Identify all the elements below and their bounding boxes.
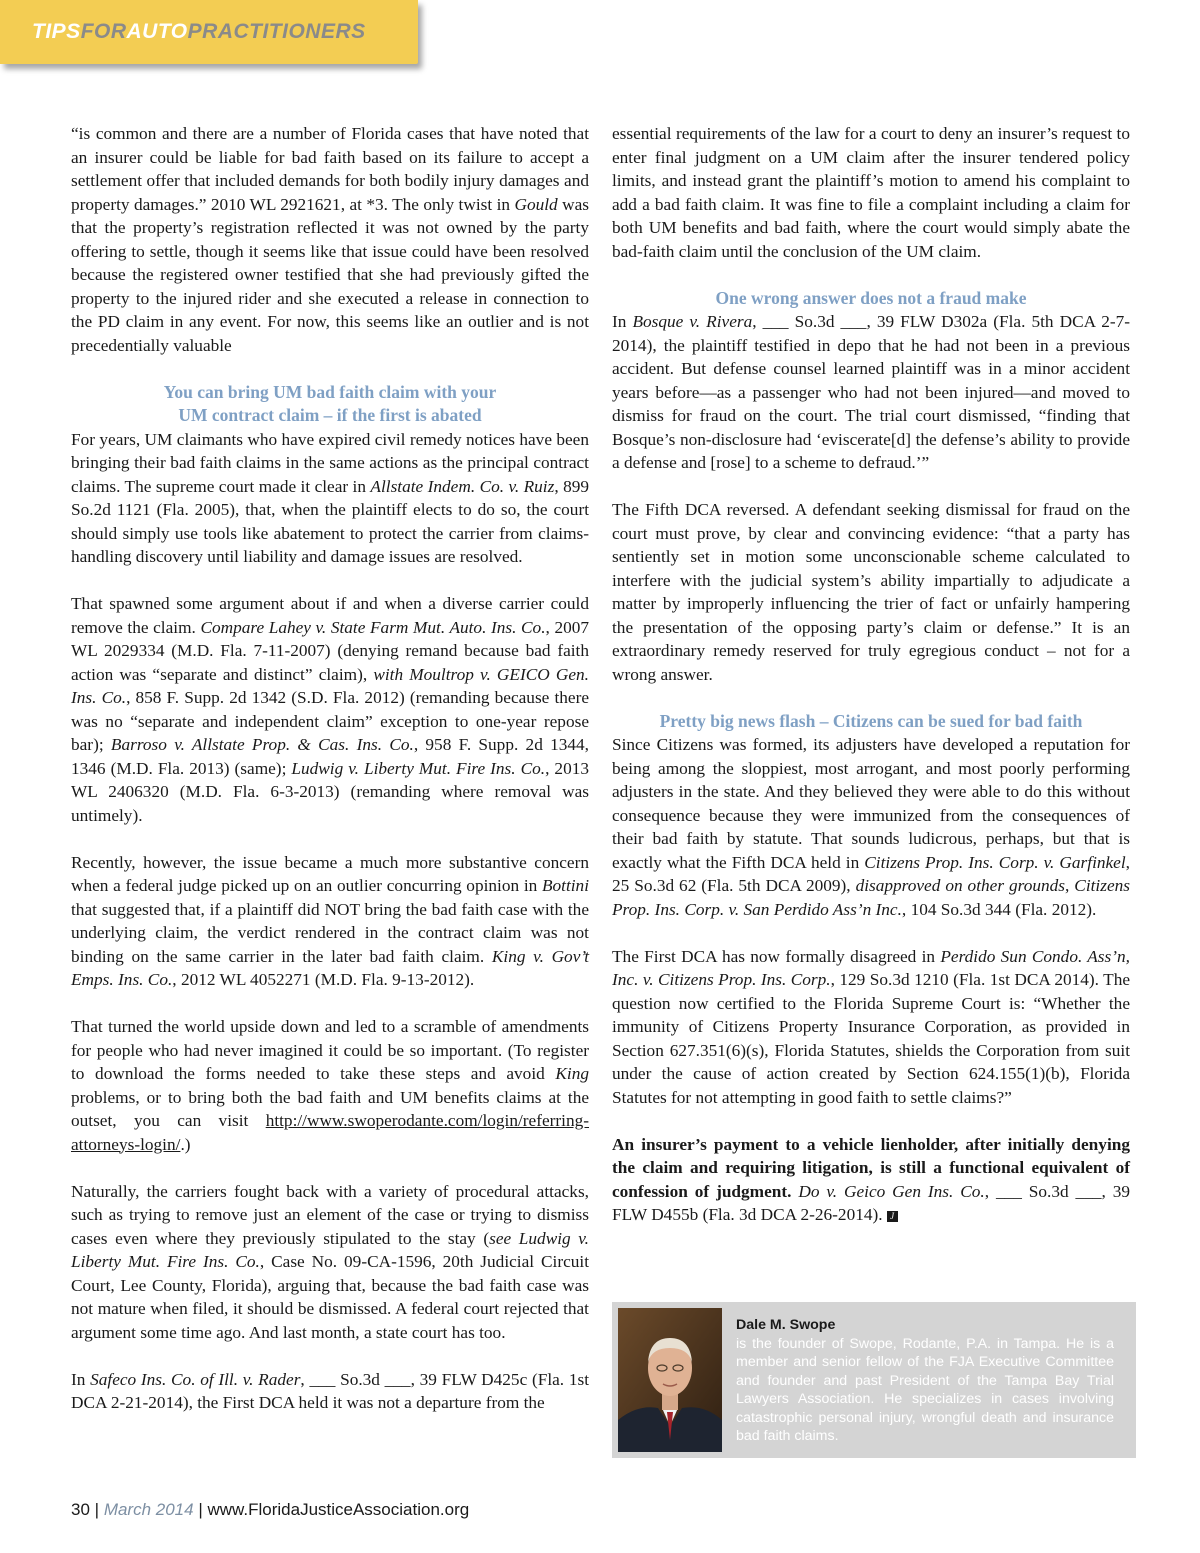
paragraph: Since Citizens was formed, its adjusters have developed a reputation for being among the sloppiest, most arrogant, and most poorly performing adjusters in the state. And they believed they were able to do this without consequence because they were immunized from the consequences of their bad faith by statute. That sounds ludicrous, perhaps, but that is exactly what the Fifth DCA held in Citizens Prop. Ins. Corp. v. Garfinkel, 25 So.3d 62 (Fla. 5th DCA 2009), disapproved on other grounds, Citizens Prop. Ins. Corp. v. San Perdido Ass’n Inc., 104 So.3d 344 (Fla. 2012). bbox=[612, 735, 1130, 919]
right-column bbox=[612, 122, 1130, 1227]
paragraph: “is common and there are a number of Florida cases that have noted that an insurer could be liable for bad faith based on its failure to accept a settlement offer that included demands for both bodily injury damages and property damages.” 2010 WL 2921621, at *3. The only twist in Gould was that the property’s registration reflected it was not owned by the party offering to settle, though it seems like that issue could have been resolved because the registered owner testified that she had previously gifted the property to the injured rider and she executed a release in connection to the PD claim in any event. For now, this seems like an outlier and is not precedentially valuable bbox=[71, 124, 589, 355]
page-footer: 30 | March 2014 | www.FloridaJusticeAssociation.org bbox=[71, 1500, 470, 1519]
paragraph: In Safeco Ins. Co. of Ill. v. Rader, ___ So.3d ___, 39 FLW D425c (Fla. 1st DCA 2-21-2014), the First DCA held it was not a departure from the bbox=[71, 1369, 589, 1412]
left-column bbox=[71, 122, 589, 1415]
paragraph: That spawned some argument about if and when a diverse carrier could remove the claim. Compare Lahey v. State Farm Mut. Auto. Ins. Co., 2007 WL 2029334 (M.D. Fla. 7-11-2007) (denying remand because bad faith action was “separate and distinct” claim), with Moultrop v. GEICO Gen. Ins. Co., 858 F. Supp. 2d 1342 (S.D. Fla. 2012) (remanding because there was no “separate and independent claim” exception to one-year repose bar); Barroso v. Allstate Prop. & Cas. Ins. Co., 958 F. Supp. 2d 1344, 1346 (M.D. Fla. 2013) (same); Ludwig v. Liberty Mut. Fire Ins. Co., 2013 WL 2406320 (M.D. Fla. 6-3-2013) (remanding where removal was untimely). bbox=[71, 594, 590, 825]
paragraph: essential requirements of the law for a court to deny an insurer’s request to enter final judgment on a UM claim after the insurer tendered policy limits, and instead grant the plaintiff’s motion to amend his complaint to add a bad faith claim. It was fine to file a complaint including a claim for both UM benefits and bad faith, where the court would simply abate the bad-faith claim until the conclusion of the UM claim. bbox=[612, 124, 1130, 261]
end-mark-icon: J bbox=[887, 1211, 898, 1222]
section-title: TIPSFORAUTOPRACTITIONERS bbox=[32, 20, 366, 43]
section-tab bbox=[0, 0, 418, 64]
paragraph: The Fifth DCA reversed. A defendant seeking dismissal for fraud on the court must prove, by clear and convincing evidence: “that a party has sentiently set in motion some unconscionable scheme calculated to interfere with the judicial system’s ability impartially to adjudicate a matter by improperly influencing the trier of fact or unfairly hampering the presentation of the opposing party’s claim or defense.” It is an extraordinary remedy reserved for truly egregious conduct – not for a wrong answer. bbox=[612, 500, 1130, 684]
paragraph: Naturally, the carriers fought back with a variety of procedural attacks, such as trying to remove just an element of the case or trying to dismiss cases even where they previously stipulated to the stay (see Ludwig v. Liberty Mut. Fire Ins. Co., Case No. 09-CA-1596, 20th Judicial Circuit Court, Lee County, Florida), arguing that, because the bad faith case was not mature when filed, it should be dismissed. A federal court rejected that argument some time ago. And last month, a state court has too. bbox=[71, 1181, 590, 1342]
referral-login-link[interactable]: http://www.swoperodante.com/login/referring-attorneys-login/ bbox=[71, 1111, 589, 1154]
paragraph: An insurer’s payment to a vehicle lienholder, after initially denying the claim and requiring litigation, is still a functional equivalent of confession of judgment. Do v. Geico Gen Ins. Co., ___ So.3d ___, 39 FLW D455b (Fla. 3d DCA 2-26-2014). J bbox=[612, 1134, 1130, 1224]
page-number: 30 bbox=[71, 1500, 90, 1519]
paragraph: For years, UM claimants who have expired civil remedy notices have been bringing their bad faith claims in the same actions as the principal contract claims. The supreme court made it clear in Allstate Indem. Co. v. Ruiz, 899 So.2d 1121 (Fla. 2005), that, when the plaintiff elects to do so, the court should simply use tools like abatement to protect the carrier from claims-handling discovery until liability and damage issues are resolved. bbox=[71, 429, 589, 566]
paragraph: Recently, however, the issue became a much more substantive concern when a federal judge picked up on an outlier concurring opinion in Bottini that suggested that, if a plaintiff did NOT bring the bad faith case with the underlying claim, the verdict rendered in the contract claim was not binding on the same carrier in the later bad faith claim. King v. Gov’t Emps. Ins. Co., 2012 WL 4052271 (M.D. Fla. 9-13-2012). bbox=[71, 852, 590, 989]
author-description: is the founder of Swope, Rodante, P.A. in Tampa. He is a member and senior fellow of the FJA Executive Committee and founder and past President of the Tampa Bay Trial Lawyers Association. He specializes in cases involving catastrophic personal injury, wrongful death and insurance bad faith claims. bbox=[736, 1335, 1114, 1444]
section-heading: Pretty big news flash – Citizens can be sued for bad faith bbox=[659, 710, 1083, 731]
paragraph: The First DCA has now formally disagreed in Perdido Sun Condo. Ass’n, Inc. v. Citizens Prop. Ins. Corp., 129 So.3d 1210 (Fla. 1st DCA 2014). The question now certified to the Florida Supreme Court is: “Whether the immunity of Citizens Property Insurance Corporation, as provided in Section 627.351(6)(s), Florida Statutes, shields the Corporation from suit under the cause of action created by Section 624.155(1)(b), Florida Statutes for not attempting in good faith to settle claims?” bbox=[612, 946, 1131, 1107]
author-name: Dale M. Swope bbox=[736, 1317, 836, 1333]
issue-date: March 2014 bbox=[103, 1500, 194, 1519]
author-photo bbox=[618, 1308, 722, 1452]
website-link[interactable]: www.FloridaJusticeAssociation.org bbox=[207, 1500, 470, 1519]
paragraph: That turned the world upside down and led to a scramble of amendments for people who had never imagined it could be so important. (To register to download the forms needed to take these steps and avoid King problems, or to bring both the bad faith and UM benefits claims at the outset, you can visit http://www.swoperodante.com/login/referring-attorneys-login/.) bbox=[71, 1017, 589, 1154]
paragraph: In Bosque v. Rivera, ___ So.3d ___, 39 FLW D302a (Fla. 5th DCA 2-7-2014), the plaintiff testified in depo that he had not been in a previous accident. But defense counsel learned plaintiff was in a minor accident years before—as a passenger who had not been injured—and moved to dismiss for fraud on the court. The trial court dismissed, “finding that Bosque’s non-disclosure had ‘eviscerate[d] the defense’s ability to provide a defense and [rose] to a scheme to defraud.’” bbox=[612, 312, 1131, 472]
author-bio bbox=[736, 1316, 1114, 1446]
section-heading: One wrong answer does not a fraud make bbox=[715, 287, 1027, 308]
author-bio-box bbox=[612, 1302, 1136, 1458]
section-heading: You can bring UM bad faith claim with your UM contract claim – if the first is abated bbox=[163, 381, 497, 425]
